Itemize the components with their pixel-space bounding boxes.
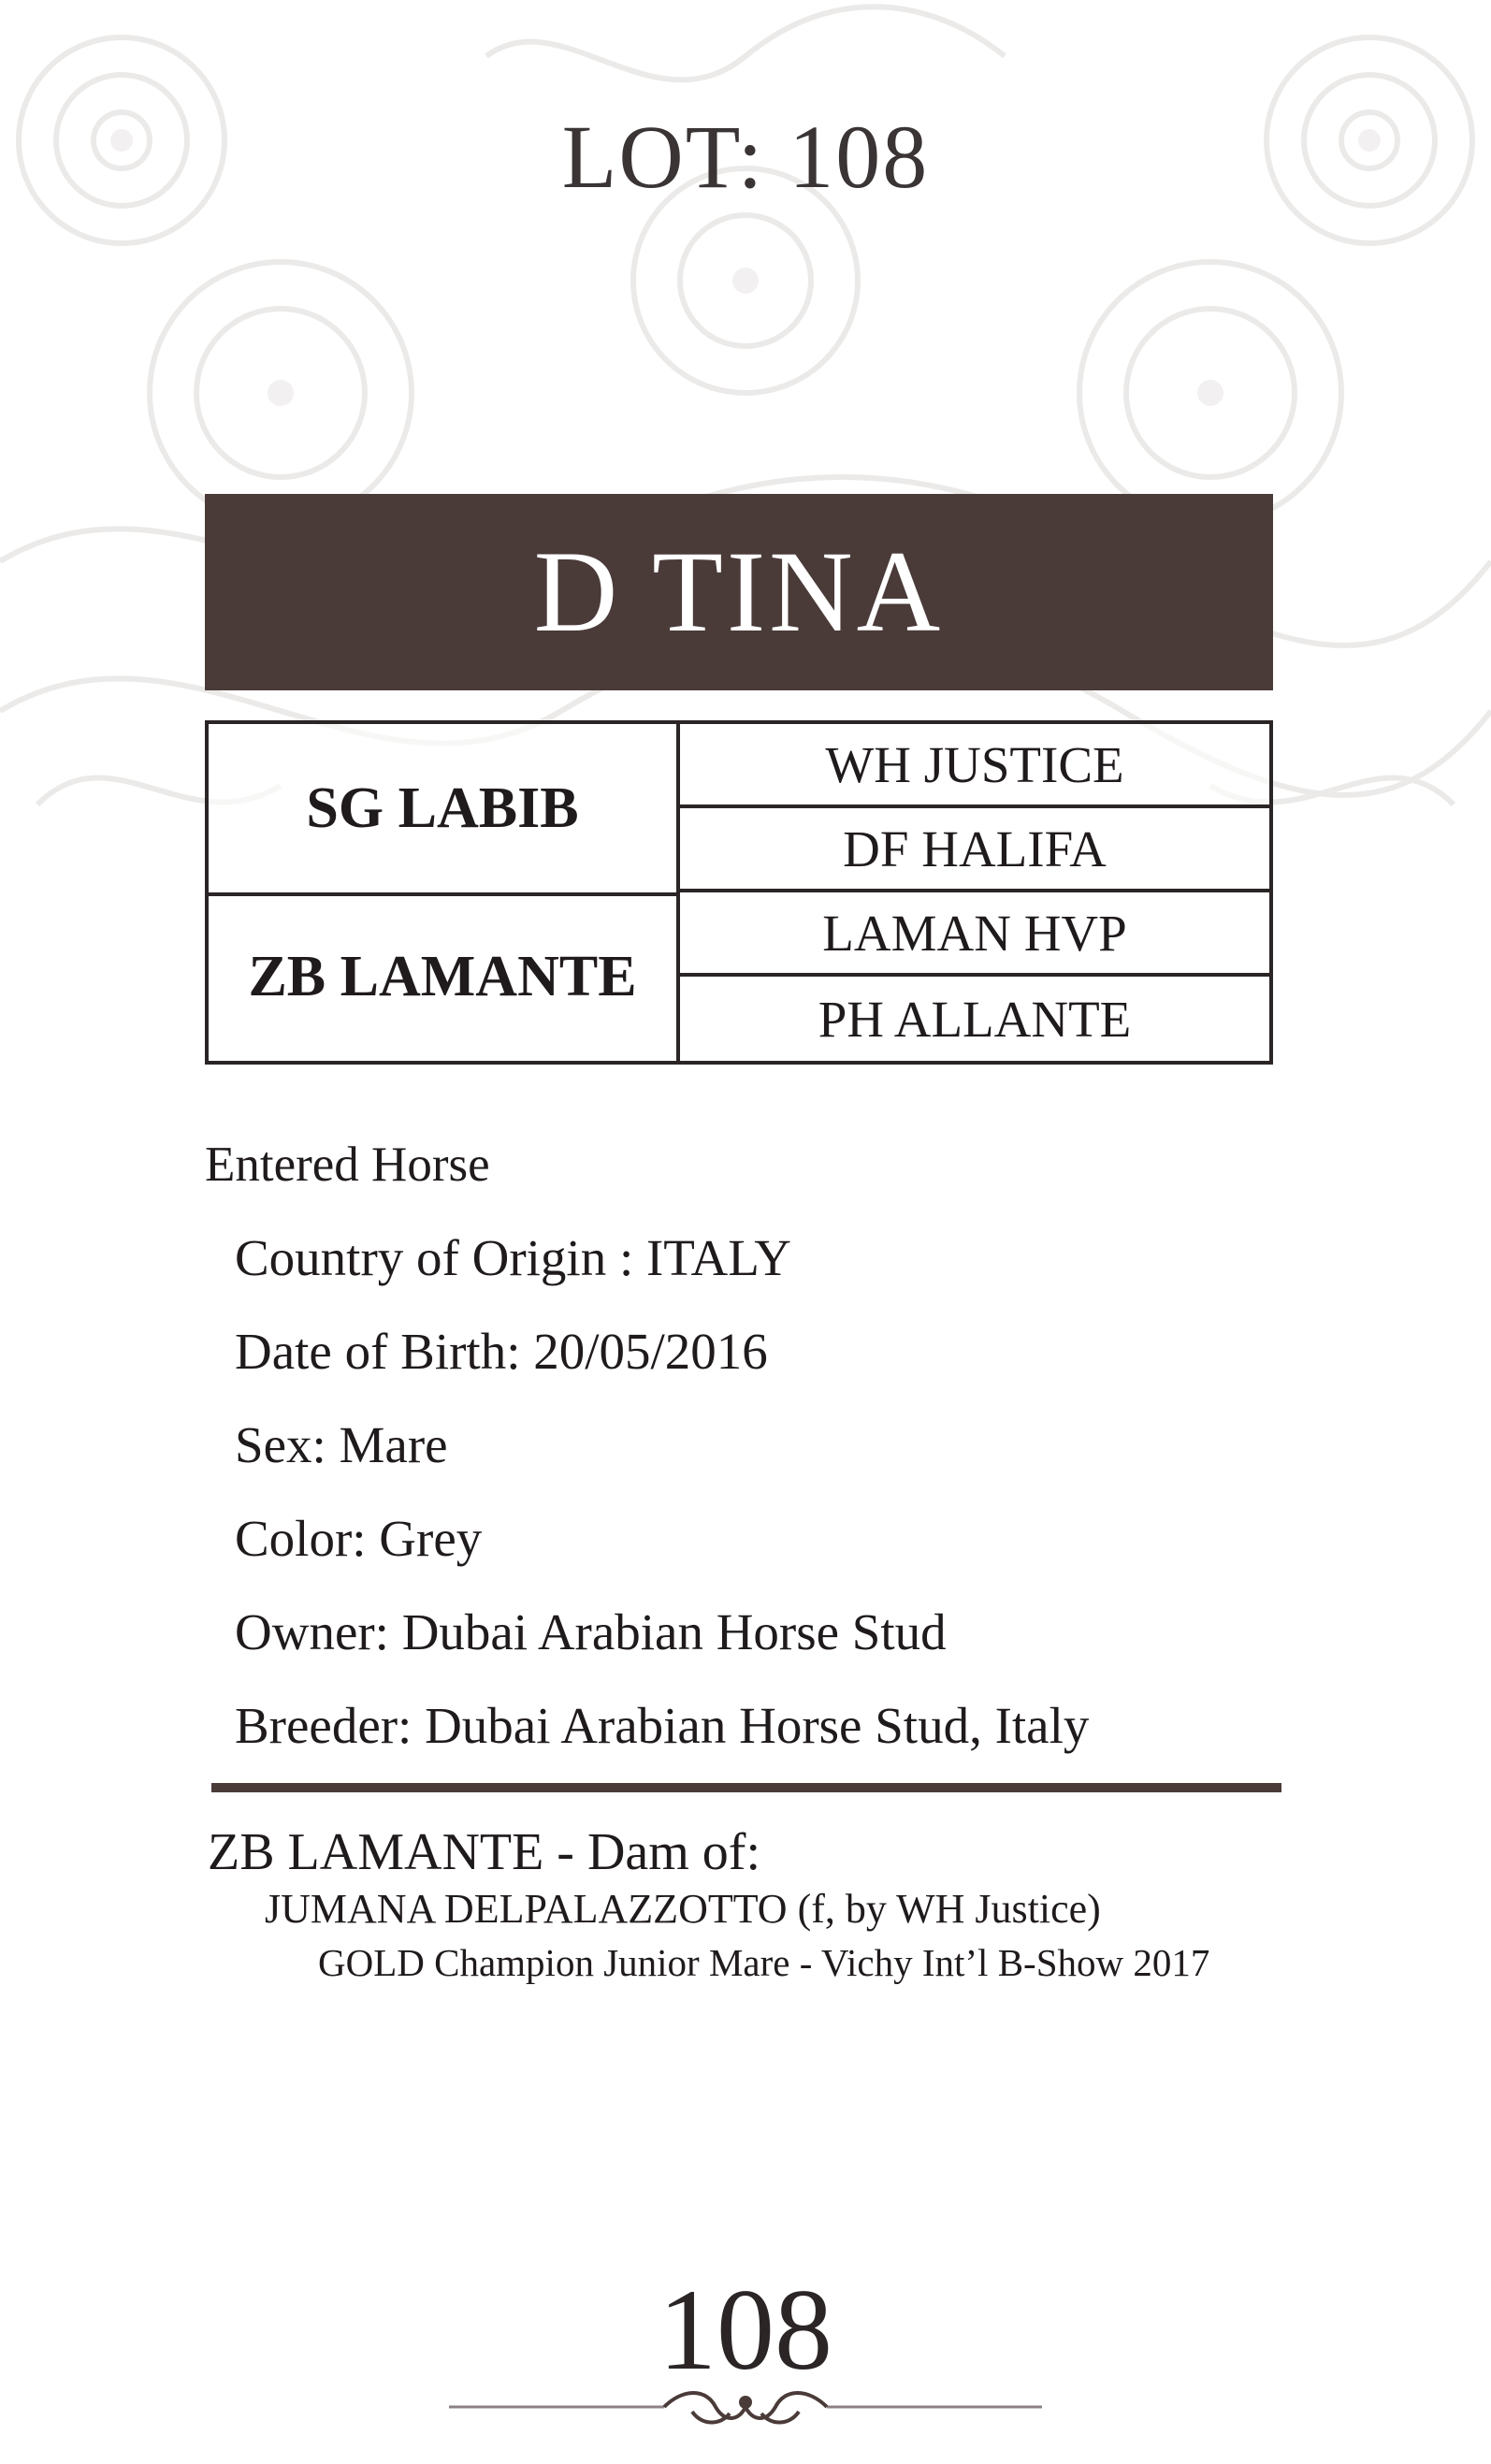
pedigree-dam-dam: PH ALLANTE — [818, 990, 1132, 1048]
horse-name-banner: D TINA — [205, 494, 1273, 690]
pedigree-sire-sire: WH JUSTICE — [680, 724, 1269, 808]
pedigree-grandparents-column — [680, 724, 1269, 1061]
owner: Owner: Dubai Arabian Horse Stud — [235, 1603, 947, 1660]
section-divider — [211, 1783, 1281, 1792]
page-number: 108 — [659, 2266, 832, 2394]
pedigree-sire-dam: DF HALIFA — [680, 808, 1269, 892]
offspring-award: GOLD Champion Junior Mare - Vichy Int’l B-Show 2017 — [318, 1941, 1210, 1984]
pedigree-parents-column — [209, 724, 680, 1061]
entered-horse-heading: Entered Horse — [205, 1138, 490, 1192]
sex: Sex: Mare — [235, 1416, 448, 1473]
dam-produce-heading: ZB LAMANTE - Dam of: — [208, 1823, 761, 1881]
color: Color: Grey — [235, 1510, 483, 1567]
horse-details-list — [235, 1225, 1089, 1787]
flourish-ornament-icon — [449, 2384, 1042, 2430]
offspring-name: JUMANA DELPALAZZOTTO (f, by WH Justice) — [265, 1886, 1101, 1932]
pedigree-dam-sire: LAMAN HVP — [680, 892, 1269, 977]
pedigree-sire: SG LABIB — [209, 724, 676, 896]
lot-number-title: LOT: 108 — [561, 107, 930, 207]
country-of-origin: Country of Origin : ITALY — [235, 1229, 792, 1286]
date-of-birth: Date of Birth: 20/05/2016 — [235, 1323, 768, 1380]
pedigree-table — [205, 720, 1273, 1065]
breeder: Breeder: Dubai Arabian Horse Stud, Italy — [235, 1697, 1090, 1754]
pedigree-dam: ZB LAMANTE — [248, 944, 637, 1008]
